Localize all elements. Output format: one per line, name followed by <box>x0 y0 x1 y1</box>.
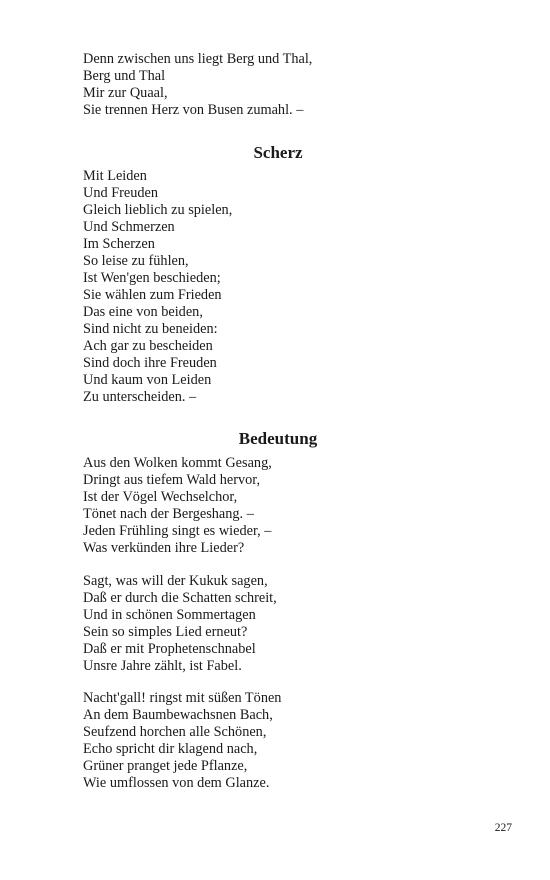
poem-line: Daß er durch die Schatten schreit, <box>83 590 277 606</box>
poem-line: Sie wählen zum Frieden <box>83 287 222 303</box>
poem-line: Sagt, was will der Kukuk sagen, <box>83 573 268 589</box>
poem-line: Und Freuden <box>83 185 159 201</box>
poem-line: Gleich lieblich zu spielen, <box>83 202 233 218</box>
poem-line: Wie umflossen von dem Glanze. <box>83 775 270 791</box>
poem-line: Jeden Frühling singt es wieder, – <box>83 523 272 539</box>
poem-line: Echo spricht dir klagend nach, <box>83 741 258 757</box>
poem-line: Im Scherzen <box>83 236 155 252</box>
poem-line: An dem Baumbewachsnen Bach, <box>83 707 273 723</box>
poem-line: Und Schmerzen <box>83 219 175 235</box>
poem-line: Das eine von beiden, <box>83 304 203 320</box>
poem-line: Dringt aus tiefem Wald hervor, <box>83 472 261 488</box>
poem-line: Aus den Wolken kommt Gesang, <box>83 455 272 471</box>
poem-line: Unsre Jahre zählt, ist Fabel. <box>83 658 242 674</box>
poem-title: Bedeutung <box>238 429 318 448</box>
poem-line: So leise zu fühlen, <box>83 253 189 269</box>
poem-line: Mir zur Quaal, <box>83 85 168 101</box>
poem-line: Zu unterscheiden. – <box>83 389 197 405</box>
poem-line: Sein so simples Lied erneut? <box>83 624 248 640</box>
poem-line: Ach gar zu bescheiden <box>83 338 213 354</box>
poem-line: Sie trennen Herz von Busen zumahl. – <box>83 102 304 118</box>
poem-line: Ist Wen'gen beschieden; <box>83 270 221 286</box>
poem-line: Und in schönen Sommertagen <box>83 607 256 623</box>
poem-line: Tönet nach der Bergeshang. – <box>83 506 254 522</box>
poem-line: Was verkünden ihre Lieder? <box>83 540 245 556</box>
poem-line: Seufzend horchen alle Schönen, <box>83 724 267 740</box>
poem-line: Sind doch ihre Freuden <box>83 355 217 371</box>
poem-line: Sind nicht zu beneiden: <box>83 321 218 337</box>
poem-line: Berg und Thal <box>83 68 166 84</box>
poem-line: Denn zwischen uns liegt Berg und Thal, <box>83 51 313 67</box>
poem-line: Ist der Vögel Wechselchor, <box>83 489 238 505</box>
poem-line: Mit Leiden <box>83 168 147 184</box>
poem-line: Grüner pranget jede Pflanze, <box>83 758 248 774</box>
page-number: 227 <box>494 822 512 834</box>
poem-line: Nacht'gall! ringst mit süßen Tönen <box>83 690 282 706</box>
poem-line: Und kaum von Leiden <box>83 372 212 388</box>
poem-title: Scherz <box>253 143 303 162</box>
poem-line: Daß er mit Prophetenschnabel <box>83 641 256 657</box>
